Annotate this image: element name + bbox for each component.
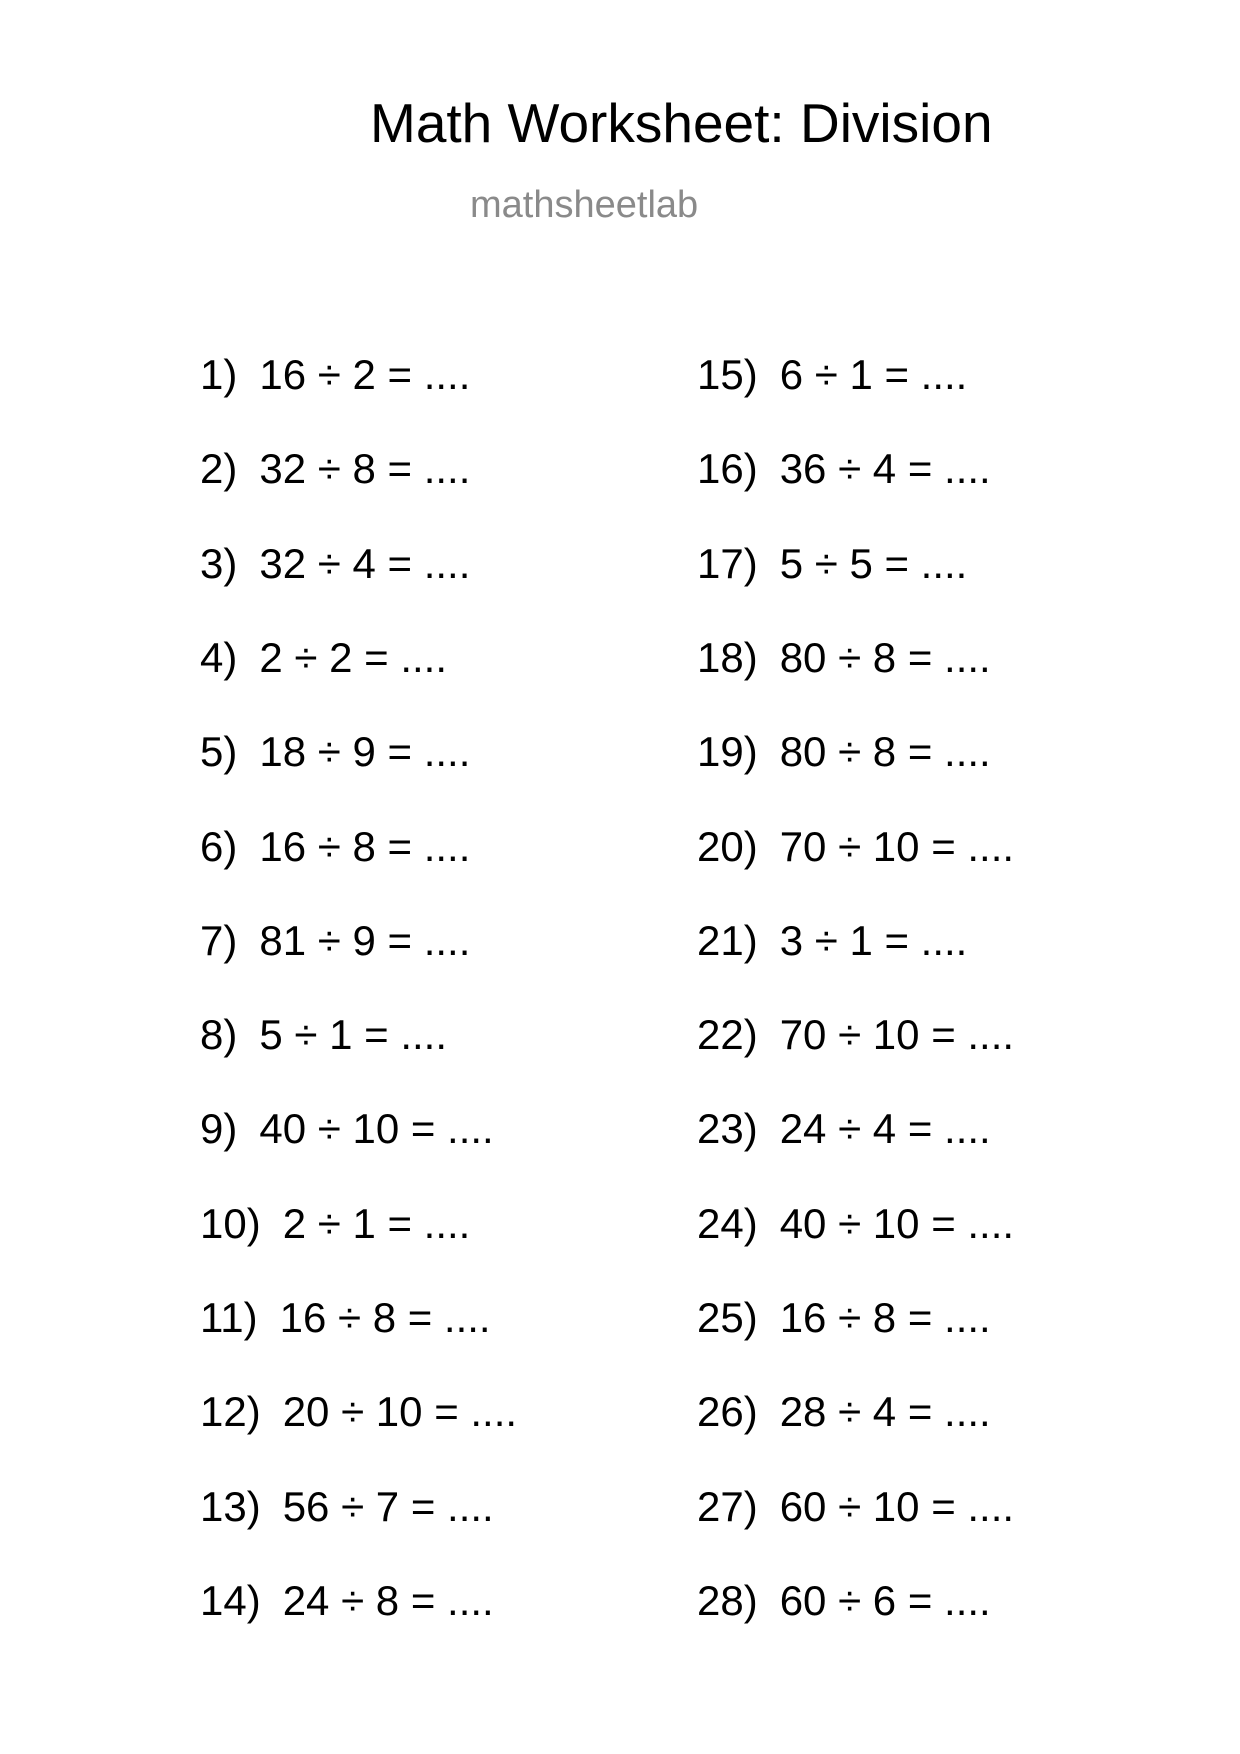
problem-number: 11)	[200, 1294, 258, 1341]
problem-item	[697, 540, 968, 587]
problem-item	[697, 1105, 991, 1152]
problem-expression: 16 ÷ 8 = ....	[279, 1294, 491, 1341]
problem-expression: 80 ÷ 8 = ....	[779, 634, 991, 681]
problem-item	[697, 823, 1015, 870]
problem-number: 1)	[200, 351, 238, 398]
problem-number: 5)	[200, 728, 238, 775]
problem-expression: 5 ÷ 1 = ....	[259, 1011, 448, 1058]
problem-number: 6)	[200, 823, 238, 870]
problem-expression: 60 ÷ 10 = ....	[779, 1483, 1015, 1530]
problem-item	[697, 917, 968, 964]
problem-number: 3)	[200, 540, 238, 587]
problem-item	[200, 634, 448, 681]
problem-expression: 24 ÷ 8 = ....	[282, 1577, 494, 1624]
problem-item	[200, 1294, 491, 1341]
problem-expression: 60 ÷ 6 = ....	[779, 1577, 991, 1624]
problem-item	[697, 1011, 1015, 1058]
problem-number: 8)	[200, 1011, 238, 1058]
problem-expression: 2 ÷ 1 = ....	[282, 1200, 471, 1247]
problem-expression: 32 ÷ 8 = ....	[259, 445, 471, 492]
problem-item	[200, 728, 471, 775]
problem-item	[697, 634, 991, 681]
problem-number: 16)	[697, 445, 758, 492]
problem-item	[200, 351, 471, 398]
problem-number: 26)	[697, 1388, 758, 1435]
problem-expression: 24 ÷ 4 = ....	[779, 1105, 991, 1152]
problem-expression: 32 ÷ 4 = ....	[259, 540, 471, 587]
problem-number: 22)	[697, 1011, 758, 1058]
problem-item	[200, 1483, 494, 1530]
problem-number: 17)	[697, 540, 758, 587]
problem-number: 20)	[697, 823, 758, 870]
problem-number: 7)	[200, 917, 238, 964]
problem-number: 18)	[697, 634, 758, 681]
problem-expression: 16 ÷ 2 = ....	[259, 351, 471, 398]
problem-expression: 80 ÷ 8 = ....	[779, 728, 991, 775]
problem-expression: 28 ÷ 4 = ....	[779, 1388, 991, 1435]
problem-expression: 40 ÷ 10 = ....	[259, 1105, 494, 1152]
problem-expression: 18 ÷ 9 = ....	[259, 728, 471, 775]
problem-expression: 5 ÷ 5 = ....	[779, 540, 968, 587]
problem-number: 2)	[200, 445, 238, 492]
problem-item	[200, 1200, 471, 1247]
problem-number: 9)	[200, 1105, 238, 1152]
problem-expression: 56 ÷ 7 = ....	[282, 1483, 494, 1530]
problem-item	[200, 823, 471, 870]
problem-item	[697, 351, 968, 398]
problem-number: 14)	[200, 1577, 261, 1624]
problem-expression: 3 ÷ 1 = ....	[779, 917, 968, 964]
problem-number: 12)	[200, 1388, 261, 1435]
problem-number: 23)	[697, 1105, 758, 1152]
problem-expression: 2 ÷ 2 = ....	[259, 634, 448, 681]
problem-item	[697, 1294, 991, 1341]
problem-expression: 81 ÷ 9 = ....	[259, 917, 471, 964]
problem-item	[200, 1388, 518, 1435]
problem-item	[200, 540, 471, 587]
problem-number: 25)	[697, 1294, 758, 1341]
problem-number: 4)	[200, 634, 238, 681]
problem-item	[200, 917, 471, 964]
problem-number: 10)	[200, 1200, 261, 1247]
problem-number: 19)	[697, 728, 758, 775]
problem-expression: 16 ÷ 8 = ....	[779, 1294, 991, 1341]
problem-item	[200, 1577, 494, 1624]
problem-expression: 16 ÷ 8 = ....	[259, 823, 471, 870]
problem-item	[200, 1011, 448, 1058]
problem-item	[697, 445, 991, 492]
problem-number: 15)	[697, 351, 758, 398]
problem-item	[200, 1105, 494, 1152]
problem-expression: 40 ÷ 10 = ....	[779, 1200, 1015, 1247]
problem-item	[697, 728, 991, 775]
problem-number: 27)	[697, 1483, 758, 1530]
problem-expression: 70 ÷ 10 = ....	[779, 823, 1015, 870]
problem-expression: 20 ÷ 10 = ....	[282, 1388, 518, 1435]
problem-number: 13)	[200, 1483, 261, 1530]
problem-number: 24)	[697, 1200, 758, 1247]
worksheet-title: Math Worksheet: Division	[370, 92, 993, 154]
problem-number: 21)	[697, 917, 758, 964]
worksheet-subtitle: mathsheetlab	[470, 184, 699, 226]
problem-item	[697, 1200, 1015, 1247]
problem-number: 28)	[697, 1577, 758, 1624]
problem-item	[697, 1388, 991, 1435]
problem-item	[697, 1577, 991, 1624]
problem-expression: 6 ÷ 1 = ....	[779, 351, 968, 398]
problem-item	[200, 445, 471, 492]
problem-item	[697, 1483, 1015, 1530]
problem-expression: 36 ÷ 4 = ....	[779, 445, 991, 492]
problem-expression: 70 ÷ 10 = ....	[779, 1011, 1015, 1058]
